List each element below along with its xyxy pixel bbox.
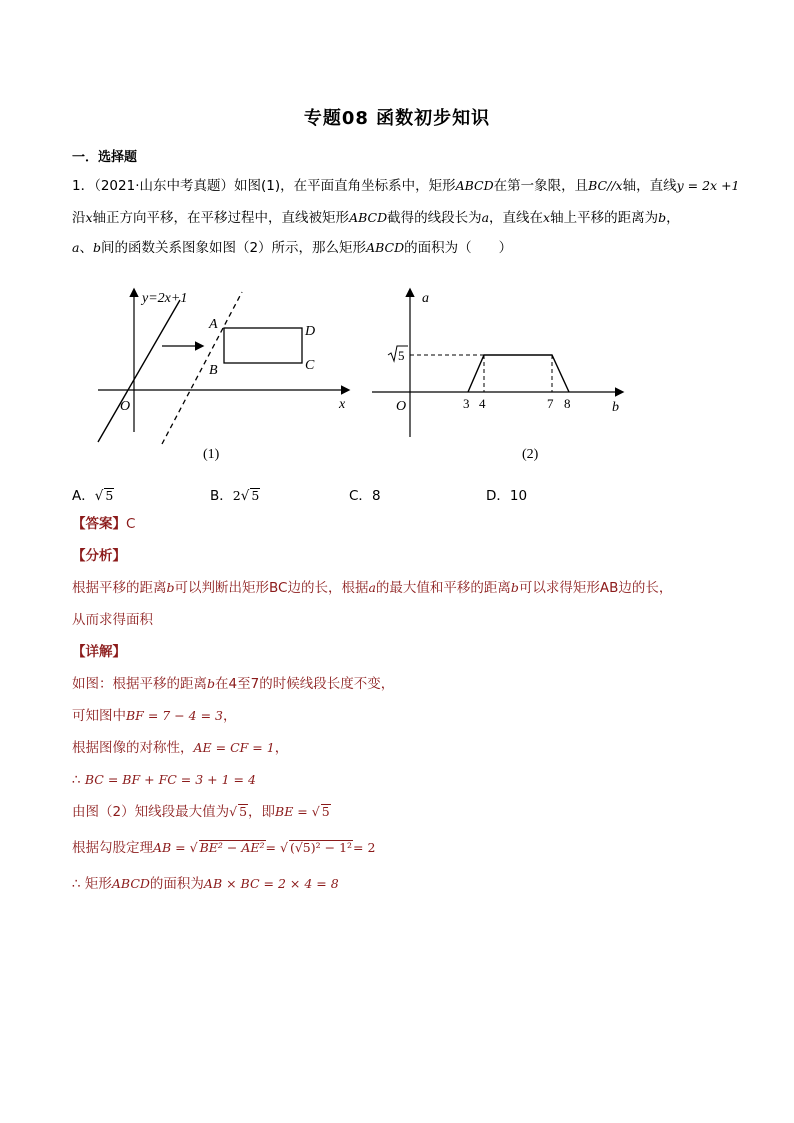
detail-text: 根据勾股定理: [72, 840, 153, 856]
math-expr: AB =: [153, 840, 186, 855]
math-value: 5: [239, 804, 248, 819]
trapezoid-graph: [468, 355, 569, 392]
detail-line-4: [72, 772, 256, 788]
sqrt-icon: √: [94, 488, 104, 504]
math-a: a: [72, 240, 80, 255]
math-result: = 2: [353, 840, 376, 855]
option-value: 5: [105, 488, 114, 503]
translated-dashed-line: [162, 292, 242, 444]
figure-2-caption: (2): [522, 447, 539, 462]
x-tick-8: 8: [564, 396, 571, 411]
point-c-label: C: [305, 358, 315, 373]
question-text: 在第一象限，且: [493, 178, 589, 194]
analysis-line-1: [72, 580, 672, 596]
sqrt-icon: √: [229, 804, 238, 819]
math-b: b: [166, 580, 175, 595]
option-d: [486, 484, 527, 504]
math-b: b: [92, 240, 101, 255]
sqrt-icon: √: [276, 840, 288, 855]
detail-line-5: [72, 804, 331, 820]
detail-text: ∴ 矩形: [72, 876, 112, 892]
math-expr: AE = CF = 1: [193, 740, 275, 755]
option-value: 10: [509, 488, 528, 504]
math-b: b: [658, 210, 667, 225]
math-a: a: [481, 210, 490, 225]
sqrt-icon: √: [240, 488, 250, 504]
point-b-label: B: [209, 363, 218, 378]
y-tick-sqrt5: 5: [398, 348, 405, 363]
detail-line-3: [72, 740, 288, 756]
option-a: [72, 484, 114, 504]
math-abcd: ABCD: [366, 240, 405, 255]
analysis-text: 的最大值和平移的距离: [375, 580, 511, 596]
question-text: 轴上平移的距离为: [550, 210, 659, 226]
sqrt-icon: √: [185, 840, 198, 855]
math-radicand: BE² − AE²: [199, 840, 265, 855]
answer-line: [72, 516, 135, 532]
figure-1: [90, 282, 360, 467]
question-text: 间的函数关系图象如图（2）所示，那么矩形: [100, 240, 367, 256]
a-axis-label: a: [422, 291, 429, 306]
math-b: b: [510, 580, 519, 595]
line-label: y=2x+1: [142, 291, 188, 306]
detail-text: 的面积为: [149, 876, 204, 892]
option-c: [349, 484, 381, 504]
line-y-2x-plus-1: [98, 300, 180, 442]
x-tick-7: 7: [547, 396, 554, 411]
math-bc-parallel: BC//x: [588, 178, 623, 193]
detail-text: ，: [222, 708, 237, 724]
math-abcd: ABCD: [111, 876, 150, 891]
b-axis-label: b: [612, 400, 619, 415]
question-text: 、: [79, 240, 93, 256]
question-line-3: [72, 240, 512, 256]
detail-text: ，即: [248, 804, 276, 820]
math-expr: BF = 7 − 4 = 3: [126, 708, 223, 723]
option-sqrt-value: 5: [251, 488, 260, 503]
detail-line-7: [72, 876, 339, 892]
math-expr: AB × BC = 2 × 4 = 8: [203, 876, 339, 891]
option-value: 2: [232, 488, 241, 503]
rectangle-abcd: [224, 328, 302, 363]
option-value: 8: [371, 488, 381, 504]
detail-line-6: [72, 840, 375, 856]
question-text: ，: [666, 210, 680, 226]
detail-line-2: [72, 708, 236, 724]
math-expr: BC = BF + FC = 3 + 1 = 4: [84, 772, 256, 787]
question-text: 的面积为（ ）: [404, 240, 513, 256]
math-radicand: (√5)² − 1²: [289, 840, 353, 855]
question-line-1: [72, 178, 740, 194]
math-value: 5: [321, 804, 330, 819]
figure-1-caption: (1): [203, 447, 220, 462]
analysis-heading: [72, 548, 126, 564]
detail-text: 根据图像的对称性，: [72, 740, 194, 756]
math-a: a: [368, 580, 376, 595]
math-expr: BE =: [275, 804, 308, 819]
detail-text: ，: [274, 740, 289, 756]
detail-text: 如图：根据平移的距离: [72, 676, 207, 692]
answer-label: 【答案】: [72, 516, 126, 532]
origin-label: O: [120, 399, 131, 414]
math-abcd: ABCD: [455, 178, 494, 193]
math-x: x: [85, 210, 93, 225]
origin-label: O: [396, 399, 407, 414]
x-tick-4: 4: [479, 396, 486, 411]
question-text: ，直线在: [489, 210, 544, 226]
option-label: C．: [349, 488, 372, 504]
math-abcd: ABCD: [349, 210, 388, 225]
detail-text: 由图（2）知线段最大值为: [72, 804, 230, 820]
question-line-2: [72, 210, 680, 226]
option-label: A．: [72, 488, 95, 504]
point-a-label: A: [209, 317, 218, 332]
figure-2: [372, 282, 632, 467]
math-eq: =: [265, 840, 277, 855]
question-text: 截得的线段长为: [387, 210, 482, 226]
detail-label: 【详解】: [72, 644, 126, 660]
math-b: b: [207, 676, 216, 691]
question-text: 轴，直线: [622, 178, 677, 194]
analysis-text: 可以判断出矩形BC边的长，根据: [174, 580, 369, 596]
option-label: D．: [486, 488, 510, 504]
analysis-line-2: 从而求得面积: [72, 612, 153, 628]
option-b: [210, 484, 260, 504]
analysis-text: 可以求得矩形AB边的长，: [518, 580, 673, 596]
option-label: B．: [210, 488, 233, 504]
question-text: 轴正方向平移，在平移过程中，直线被矩形: [92, 210, 350, 226]
page-title: 专题08 函数初步知识: [303, 108, 491, 129]
detail-text: 可知图中: [72, 708, 126, 724]
point-d-label: D: [305, 324, 316, 339]
sqrt-icon: √: [307, 804, 320, 819]
detail-text: 在4至7的时候线段长度不变，: [215, 676, 395, 692]
answer-value: C: [126, 516, 136, 532]
section-heading: 一．选择题: [72, 150, 138, 165]
analysis-text: 根据平移的距离: [72, 580, 167, 596]
math-x: x: [543, 210, 551, 225]
question-text: 1．（2021·山东中考真题）如图(1)，在平面直角坐标系中，矩形: [72, 178, 456, 194]
analysis-label: 【分析】: [72, 548, 126, 564]
x-tick-3: 3: [463, 396, 470, 411]
therefore-icon: ∴: [72, 772, 85, 788]
question-text: 沿: [72, 210, 86, 226]
detail-line-1: [72, 676, 394, 692]
x-axis-label: x: [339, 397, 346, 412]
detail-heading: [72, 644, 126, 660]
math-line-equation: y = 2x +1: [676, 178, 740, 193]
